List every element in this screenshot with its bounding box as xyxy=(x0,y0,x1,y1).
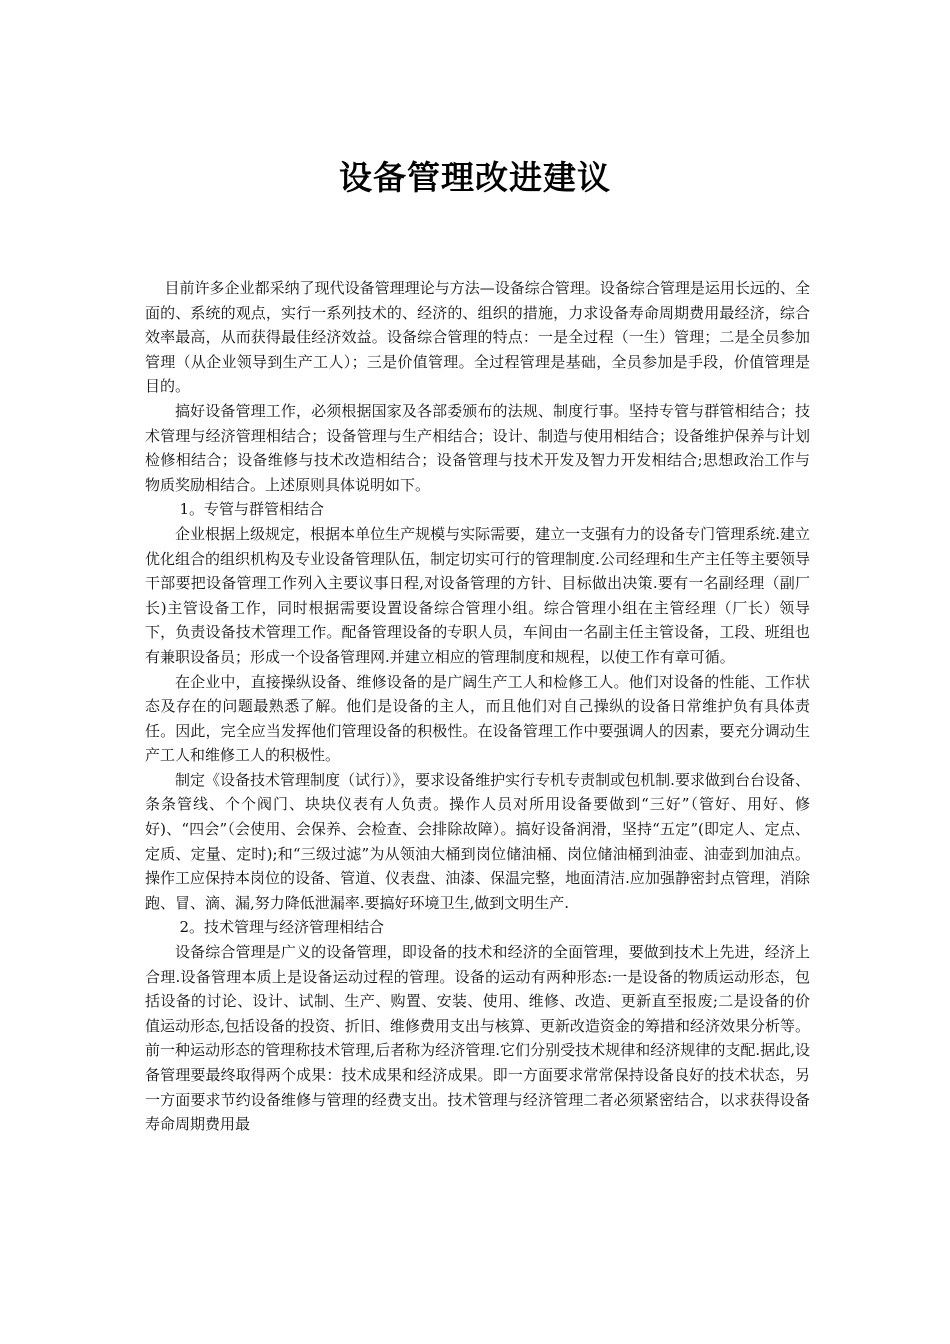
paragraph-section-1-c: 制定《设备技术管理制度（试行）》，要求设备维护实行专机专责制或包机制.要求做到台台设备、条条管线、个个阀门、块块仪表有人负责。操作人员对所用设备要做到“三好”（管好、用好、修好)、“四会”（会使用、会保养、会检查、会排除故障）。搞好设备润滑，坚持“五定”(即定人、定点、定质、定量、定时);和“三级过滤”为从领油大桶到岗位储油桶、岗位储油桶到油壶、油壶到加油点。操作工应保持本岗位的设备、管道、仪表盘、油漆、保温完整，地面清洁.应加强静密封点管理，消除跑、冒、滴、漏,努力降低泄漏率.要搞好环境卫生,做到文明生产. xyxy=(145,770,810,912)
paragraph-section-2-a: 设备综合管理是广义的设备管理，即设备的技术和经济的全面管理，要做到技术上先进，经济上合理.设备管理本质上是设备运动过程的管理。设备的运动有两种形态:一是设备的物质运动形态，包括设备的讨论、设计、试制、生产、购置、安装、使用、维修、改造、更新直至报废;二是设备的价值运动形态,包括设备的投资、折旧、维修费用支出与核算、更新改造资金的筹措和经济效果分析等。前一种运动形态的管理称技术管理,后者称为经济管理.它们分别受技术规律和经济规律的支配.据此,设备管理要最终取得两个成果：技术成果和经济成果。即一方面要求常常保持设备良好的技术状态，另一方面要求节约设备维修与管理的经费支出。技术管理与经济管理二者必须紧密结合，以求获得设备寿命周期费用最 xyxy=(145,943,810,1134)
document-title: 设备管理改进建议 xyxy=(339,158,611,197)
section-heading-2: 2。技术管理与经济管理相结合 xyxy=(179,918,385,937)
paragraph-intro: 目前许多企业都采纳了现代设备管理理论与方法—设备综合管理。设备综合管理是运用长远的、全面的、系统的观点，实行一系列技术的、经济的、组织的措施，力求设备寿命周期费用最经济，综合效率最高，从而获得最佳经济效益。设备综合管理的特点：一是全过程（一生）管理；二是全员参加管理（从企业领导到生产工人）；三是价值管理。全过程管理是基础，全员参加是手段，价值管理是目的。 xyxy=(145,279,810,396)
section-heading-1: 1。专管与群管相结合 xyxy=(179,500,325,519)
paragraph-section-1-a: 企业根据上级规定，根据本单位生产规模与实际需要，建立一支强有力的设备专门管理系统.建立优化组合的组织机构及专业设备管理队伍，制定切实可行的管理制度.公司经理和生产主任等主要领导干部要把设备管理工作列入主要议事日程,对设备管理的方针、目标做出决策.要有一名副经理（副厂长)主管设备工作，同时根据需要设置设备综合管理小组。综合管理小组在主管经理（厂长）领导下，负责设备技术管理工作。配备管理设备的专职人员，车间由一名副主任主管设备，工段、班组也有兼职设备员；形成一个设备管理网.并建立相应的管理制度和规程，以使工作有章可循。 xyxy=(145,524,810,666)
paragraph-section-1-b: 在企业中，直接操纵设备、维修设备的是广阔生产工人和检修工人。他们对设备的性能、工作状态及存在的问题最熟悉了解。他们是设备的主人，而且他们对自己操纵的设备日常维护负有具体责任。因此，完全应当发挥他们管理设备的积极性。在设备管理工作中要强调人的因素，要充分调动生产工人和维修工人的积极性。 xyxy=(145,672,810,765)
document-body xyxy=(145,276,810,1137)
paragraph-principles: 搞好设备管理工作，必须根据国家及各部委颁布的法规、制度行事。坚持专管与群管相结合；技术管理与经济管理相结合；设备管理与生产相结合；设计、制造与使用相结合；设备维护保养与计划检修相结合；设备维修与技术改造相结合；设备管理与技术开发及智力开发相结合;思想政治工作与物质奖励相结合。上述原则具体说明如下。 xyxy=(145,401,810,494)
